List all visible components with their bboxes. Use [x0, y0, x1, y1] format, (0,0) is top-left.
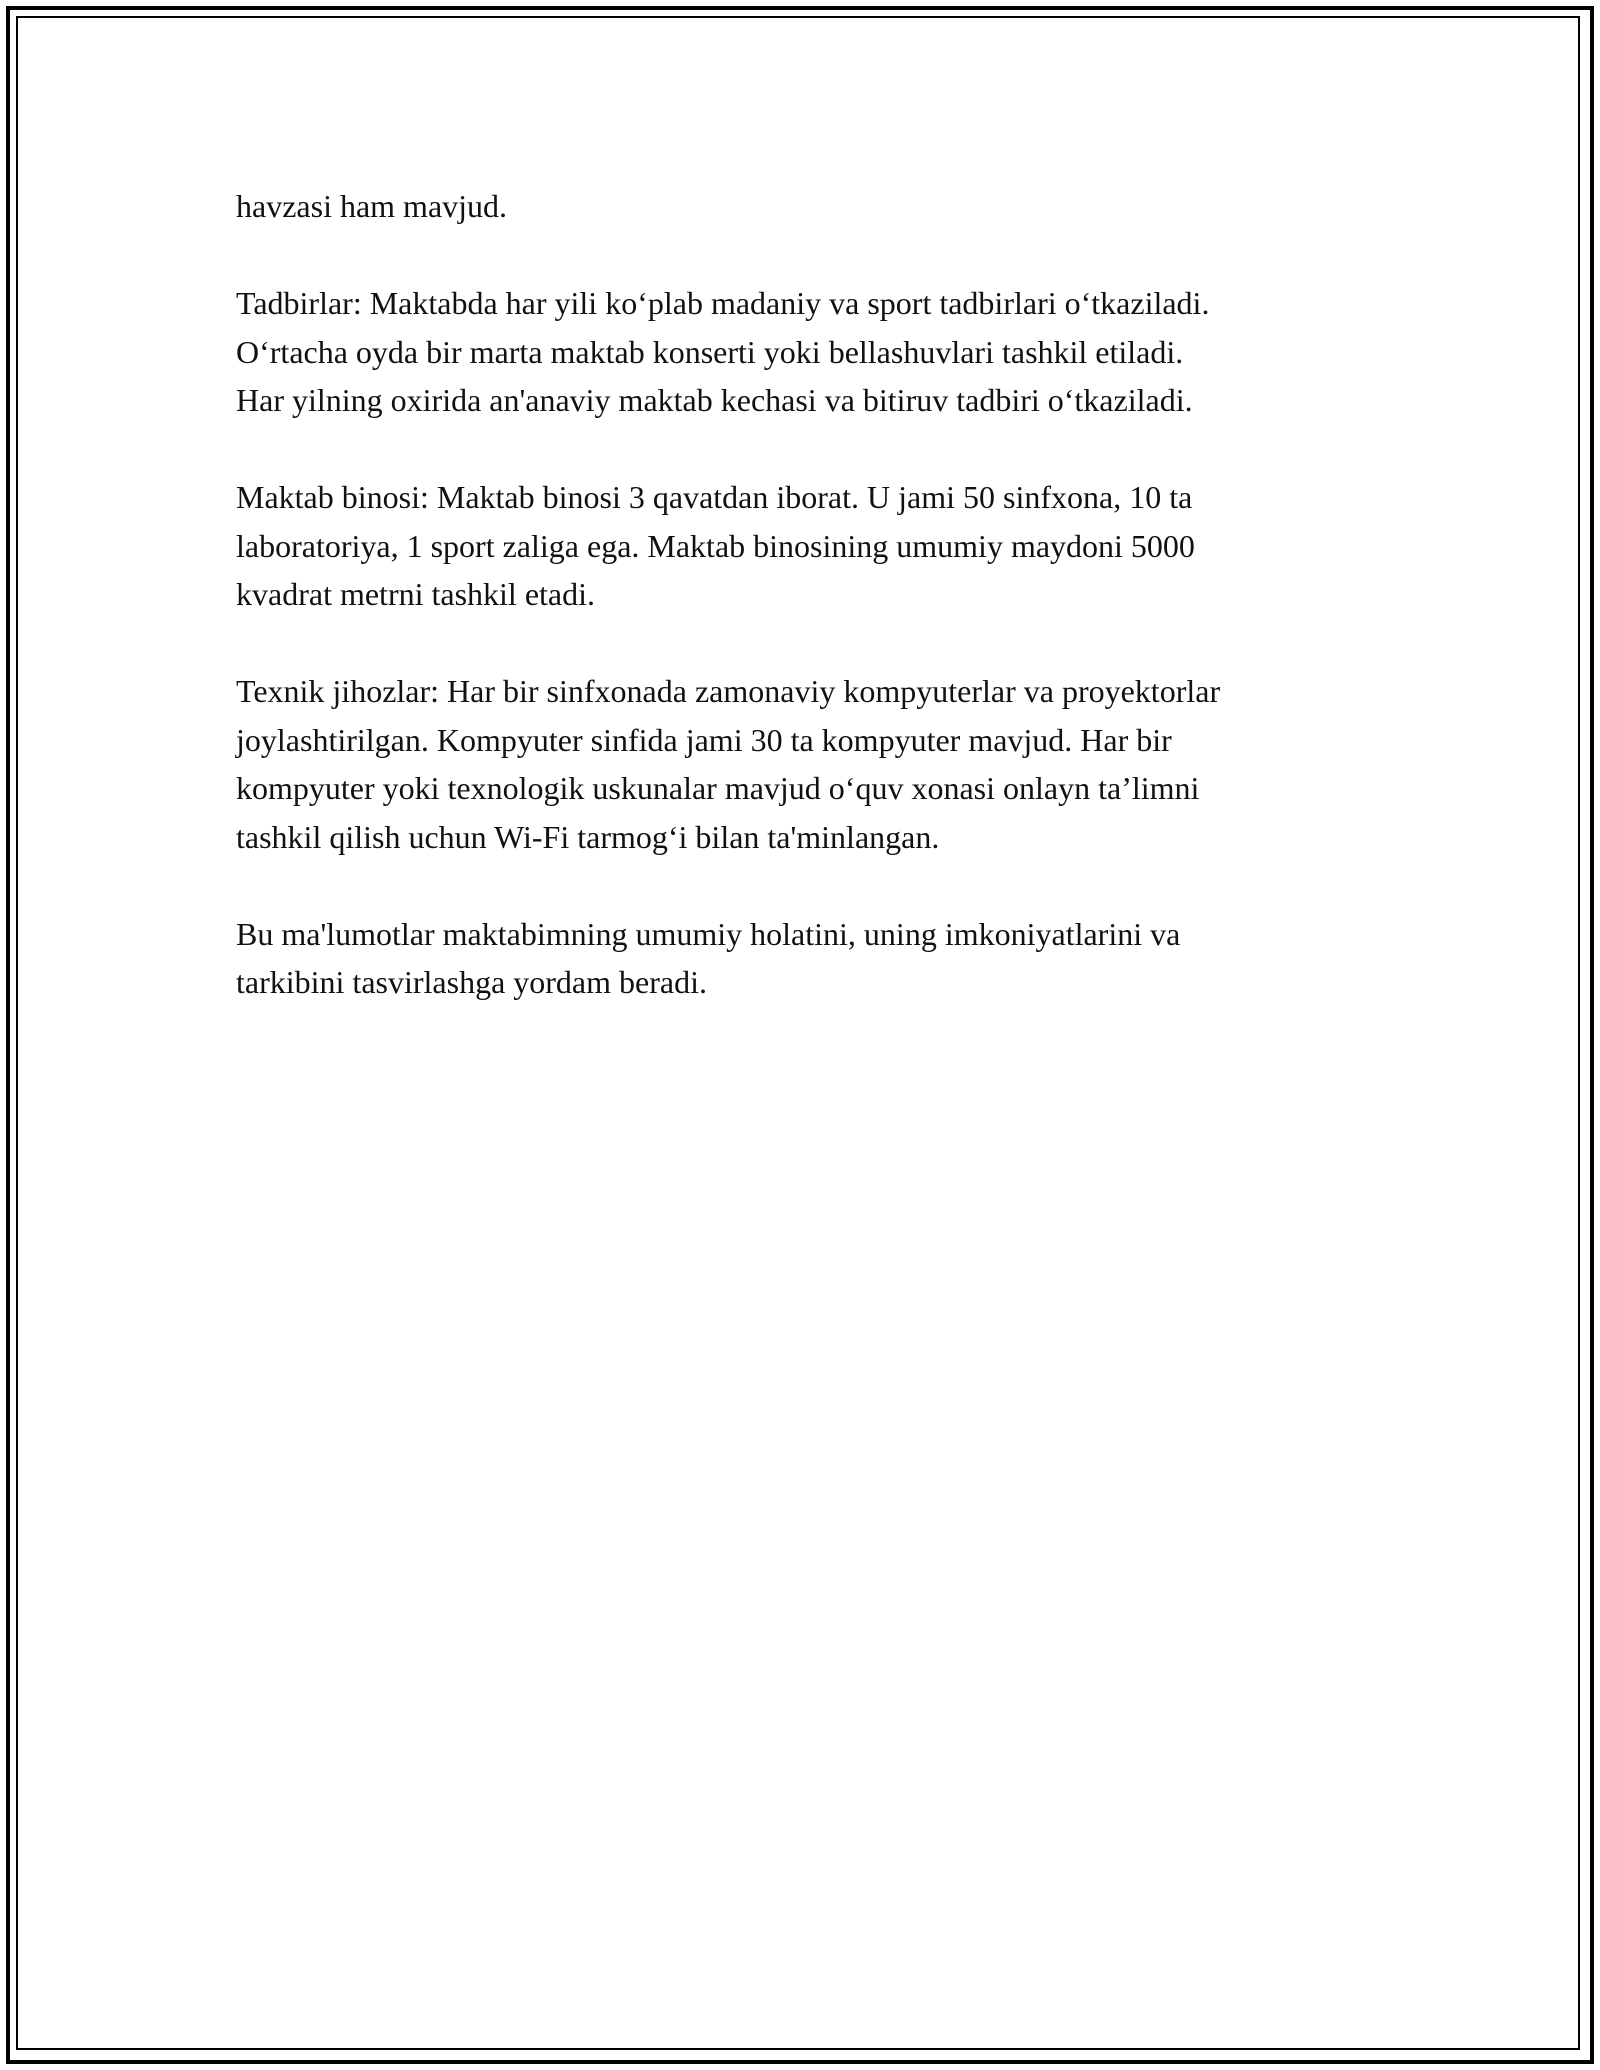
paragraph-school-building: [236, 473, 1396, 619]
document-body: [236, 182, 1396, 1007]
text-line: tashkil qilish uchun Wi-Fi tarmog‘i bilan ta'minlangan.: [236, 818, 940, 855]
text-line: joylashtirilgan. Kompyuter sinfida jami 30 ta kompyuter mavjud. Har bir: [236, 721, 1172, 758]
text-line: O‘rtacha oyda bir marta maktab konserti yoki bellashuvlari tashkil etiladi.: [236, 333, 1184, 370]
paragraph-events: [236, 279, 1396, 425]
paragraph-technical-equipment: [236, 667, 1396, 861]
text-line: Texnik jihozlar: Har bir sinfxonada zamonaviy kompyuterlar va proyektorlar: [236, 673, 1221, 709]
paragraph-conclusion: [236, 910, 1396, 1007]
text-line: Bu ma'lumotlar maktabimning umumiy holatini, uning imkoniyatlarini va: [236, 915, 1181, 952]
text-line: Har yilning oxirida an'anaviy maktab kechasi va bitiruv tadbiri o‘tkaziladi.: [236, 382, 1193, 418]
text-line: kvadrat metrni tashkil etadi.: [236, 576, 595, 612]
text-line: laboratoriya, 1 sport zaliga ega. Maktab binosining umumiy maydoni 5000: [236, 527, 1195, 564]
text-line: Maktab binosi: Maktab binosi 3 qavatdan iborat. U jami 50 sinfxona, 10 ta: [236, 479, 1193, 515]
text-line: tarkibini tasvirlashga yordam beradi.: [236, 964, 707, 1000]
paragraph-continuation: [236, 182, 1396, 231]
text-line: Tadbirlar: Maktabda har yili ko‘plab madaniy va sport tadbirlari o‘tkaziladi.: [236, 285, 1210, 321]
text-line: kompyuter yoki texnologik uskunalar mavjud o‘quv xonasi onlayn ta’limni: [236, 770, 1200, 806]
text-line: havzasi ham mavjud.: [236, 188, 508, 224]
